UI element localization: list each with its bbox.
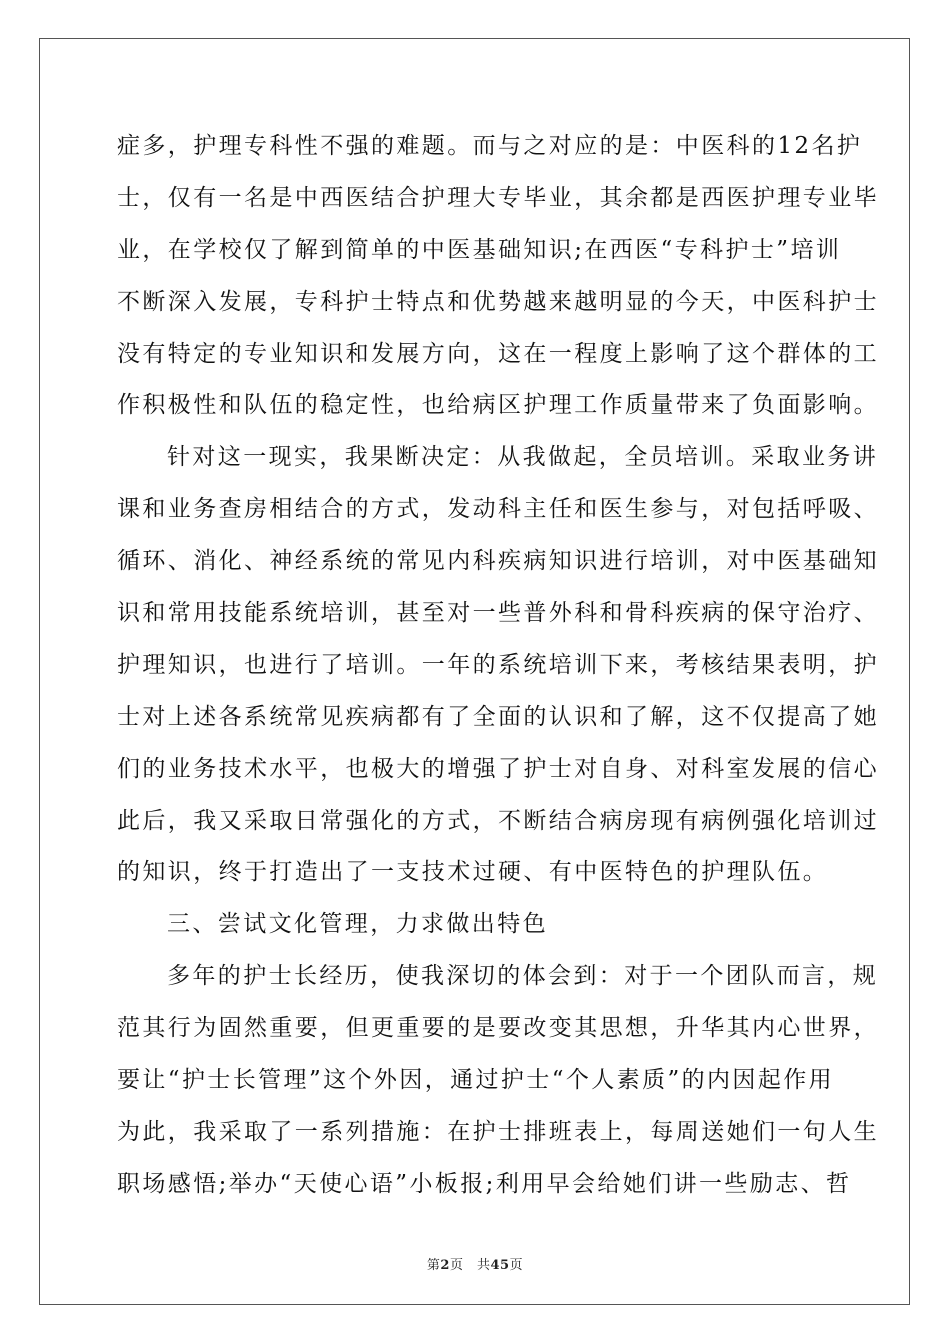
footer-middle: 页 共 [449, 1258, 491, 1273]
text-line: 识和常用技能系统培训，甚至对一些普外科和骨科疾病的保守治疗、 [117, 600, 879, 627]
text-line: 三、尝试文化管理，力求做出特色 [167, 911, 548, 938]
text-line: 范其行为固然重要，但更重要的是要改变其思想，升华其内心世界， [117, 1015, 879, 1042]
footer-suffix: 页 [509, 1258, 524, 1273]
page-footer [0, 1254, 950, 1273]
text-line: 业，在学校仅了解到简单的中医基础知识;在西医“专科护士”培训 [117, 236, 842, 263]
text-line: 循环、消化、神经系统的常见内科疾病知识进行培训，对中医基础知 [117, 548, 879, 575]
text-line: 针对这一现实，我果断决定：从我做起，全员培训。采取业务讲 [167, 444, 879, 471]
text-line: 的知识，终于打造出了一支技术过硬、有中医特色的护理队伍。 [117, 859, 829, 886]
text-line: 多年的护士长经历，使我深切的体会到：对于一个团队而言，规 [167, 963, 879, 990]
text-line: 症多，护理专科性不强的难题。而与之对应的是：中医科的12名护 [117, 133, 863, 159]
text-line: 要让“护士长管理”这个外因，通过护士“个人素质”的内因起作用 [117, 1067, 835, 1094]
total-page-count: 45 [490, 1258, 510, 1273]
text-line: 士对上述各系统常见疾病都有了全面的认识和了解，这不仅提高了她 [117, 703, 879, 730]
text-line: 护理知识，也进行了培训。一年的系统培训下来，考核结果表明，护 [117, 651, 879, 678]
text-line: 士，仅有一名是中西医结合护理大专毕业，其余都是西医护理专业毕 [117, 184, 879, 211]
footer-prefix: 第 [426, 1258, 441, 1273]
text-line: 为此，我采取了一系列措施：在护士排班表上，每周送她们一句人生 [117, 1118, 879, 1145]
document-body [117, 126, 879, 1216]
text-line: 没有特定的专业知识和发展方向，这在一程度上影响了这个群体的工 [117, 340, 879, 367]
text-line: 课和业务查房相结合的方式，发动科主任和医生参与，对包括呼吸、 [117, 496, 879, 523]
text-line: 职场感悟;举办“天使心语”小板报;利用早会给她们讲一些励志、哲 [117, 1170, 852, 1197]
text-line: 不断深入发展，专科护士特点和优势越来越明显的今天，中医科护士 [117, 288, 879, 315]
current-page-number: 2 [440, 1258, 450, 1273]
text-line: 们的业务技术水平，也极大的增强了护士对自身、对科室发展的信心 [117, 755, 879, 782]
text-line: 作积极性和队伍的稳定性，也给病区护理工作质量带来了负面影响。 [117, 392, 879, 419]
text-line: 此后，我又采取日常强化的方式，不断结合病房现有病例强化培训过 [117, 807, 879, 834]
